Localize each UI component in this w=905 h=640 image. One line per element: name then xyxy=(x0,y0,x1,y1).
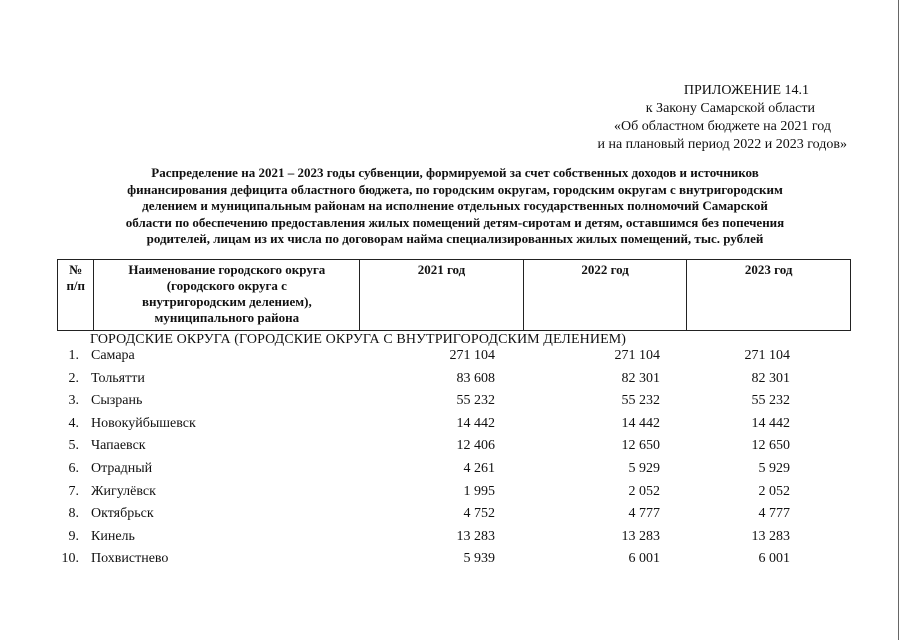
row-value-2023: 6 001 xyxy=(758,551,790,567)
header-name-line: муниципального района xyxy=(154,310,300,325)
row-value-2023: 55 232 xyxy=(751,393,790,409)
row-name: Отрадный xyxy=(91,460,153,476)
header-number-symbol: № xyxy=(69,262,83,277)
row-number: 3. xyxy=(68,393,79,409)
row-value-2023: 82 301 xyxy=(751,370,790,386)
header-name-line: внутригородским делением), xyxy=(141,294,312,309)
row-value-2022: 82 301 xyxy=(621,370,660,386)
row-value-2023: 4 777 xyxy=(758,506,790,522)
header-number xyxy=(58,260,94,331)
title-line: области по обеспечению предоставления жилых помещений детям-сиротам и детям, оставшимся без попечения xyxy=(125,214,785,230)
row-number: 4. xyxy=(68,415,79,431)
header-name xyxy=(94,260,360,331)
row-name: Чапаевск xyxy=(91,438,146,454)
row-name: Жигулёвск xyxy=(91,483,156,499)
row-value-2021: 4 752 xyxy=(463,506,495,522)
table-row xyxy=(57,391,851,414)
row-value-2023: 14 442 xyxy=(751,415,790,431)
document-title xyxy=(60,165,850,248)
table-row xyxy=(57,527,851,550)
row-value-2021: 1 995 xyxy=(463,483,495,499)
row-name: Тольятти xyxy=(91,370,145,386)
header-2023: 2023 год xyxy=(687,260,851,331)
table-row xyxy=(57,346,851,369)
row-name: Сызрань xyxy=(91,393,143,409)
table-row xyxy=(57,369,851,392)
row-value-2021: 13 283 xyxy=(456,528,495,544)
appendix-law-period: и на плановый период 2022 и 2023 годов» xyxy=(597,137,847,152)
row-value-2023: 12 650 xyxy=(751,438,790,454)
scan-edge-line xyxy=(898,0,899,640)
row-number: 9. xyxy=(68,528,79,544)
row-value-2022: 14 442 xyxy=(621,415,660,431)
row-value-2021: 14 442 xyxy=(456,415,495,431)
table-header xyxy=(57,259,851,331)
row-value-2023: 271 104 xyxy=(744,348,790,363)
title-line: финансирования дефицита областного бюджета, по городским округам, городским округам с внутригородским xyxy=(127,181,783,197)
row-number: 5. xyxy=(68,438,79,454)
row-value-2022: 12 650 xyxy=(621,438,660,454)
row-number: 2. xyxy=(68,370,79,386)
row-value-2021: 271 104 xyxy=(449,348,495,363)
appendix-law-reference: к Закону Самарской области xyxy=(645,101,815,116)
row-value-2021: 4 261 xyxy=(463,460,495,476)
table-row xyxy=(57,549,851,572)
row-value-2023: 13 283 xyxy=(751,528,790,544)
table-row xyxy=(57,459,851,482)
row-name: Новокуйбышевск xyxy=(91,415,196,431)
table-row xyxy=(57,504,851,527)
table-row xyxy=(57,414,851,437)
row-value-2021: 83 608 xyxy=(456,370,495,386)
row-value-2022: 6 001 xyxy=(628,551,660,567)
title-line: делением и муниципальным районам на исполнение отдельных государственных полномочий Самарской xyxy=(142,198,768,213)
row-number: 6. xyxy=(68,460,79,476)
row-value-2022: 271 104 xyxy=(614,348,660,363)
section-heading: ГОРОДСКИЕ ОКРУГА (ГОРОДСКИЕ ОКРУГА С ВНУТРИГОРОДСКИМ ДЕЛЕНИЕМ) xyxy=(90,332,627,347)
header-number-abbr: п/п xyxy=(66,278,86,293)
appendix-label: ПРИЛОЖЕНИЕ 14.1 xyxy=(683,83,809,98)
row-value-2021: 55 232 xyxy=(456,393,495,409)
table-row xyxy=(57,436,851,459)
header-2022: 2022 год xyxy=(523,260,687,331)
row-name: Самара xyxy=(91,348,135,363)
row-value-2022: 4 777 xyxy=(628,506,660,522)
row-name: Кинель xyxy=(91,528,135,544)
header-name-line: Наименование городского округа xyxy=(128,262,326,277)
row-value-2021: 12 406 xyxy=(456,438,495,454)
header-name-line: (городского округа с xyxy=(166,278,287,293)
row-value-2022: 55 232 xyxy=(621,393,660,409)
title-line: Распределение на 2021 – 2023 годы субвенции, формируемой за счет собственных доходов и источников xyxy=(151,165,759,180)
row-name: Октябрьск xyxy=(91,506,154,522)
row-number: 10. xyxy=(61,551,79,567)
row-value-2022: 5 929 xyxy=(628,460,660,476)
table-body xyxy=(57,346,851,572)
appendix-header xyxy=(597,82,847,154)
row-value-2021: 5 939 xyxy=(463,551,495,567)
row-value-2022: 13 283 xyxy=(621,528,660,544)
header-2021: 2021 год xyxy=(360,260,524,331)
row-number: 8. xyxy=(68,506,79,522)
row-name: Похвистнево xyxy=(91,551,169,567)
row-number: 7. xyxy=(68,483,79,499)
row-value-2023: 5 929 xyxy=(758,460,790,476)
table-row xyxy=(57,482,851,505)
row-value-2023: 2 052 xyxy=(758,483,790,499)
row-value-2022: 2 052 xyxy=(628,483,660,499)
row-number: 1. xyxy=(68,348,79,363)
title-line: родителей, лицам из их числа по договорам найма специализированных жилых помещений, тыс. рублей xyxy=(146,231,764,246)
appendix-law-title: «Об областном бюджете на 2021 год xyxy=(614,119,831,134)
